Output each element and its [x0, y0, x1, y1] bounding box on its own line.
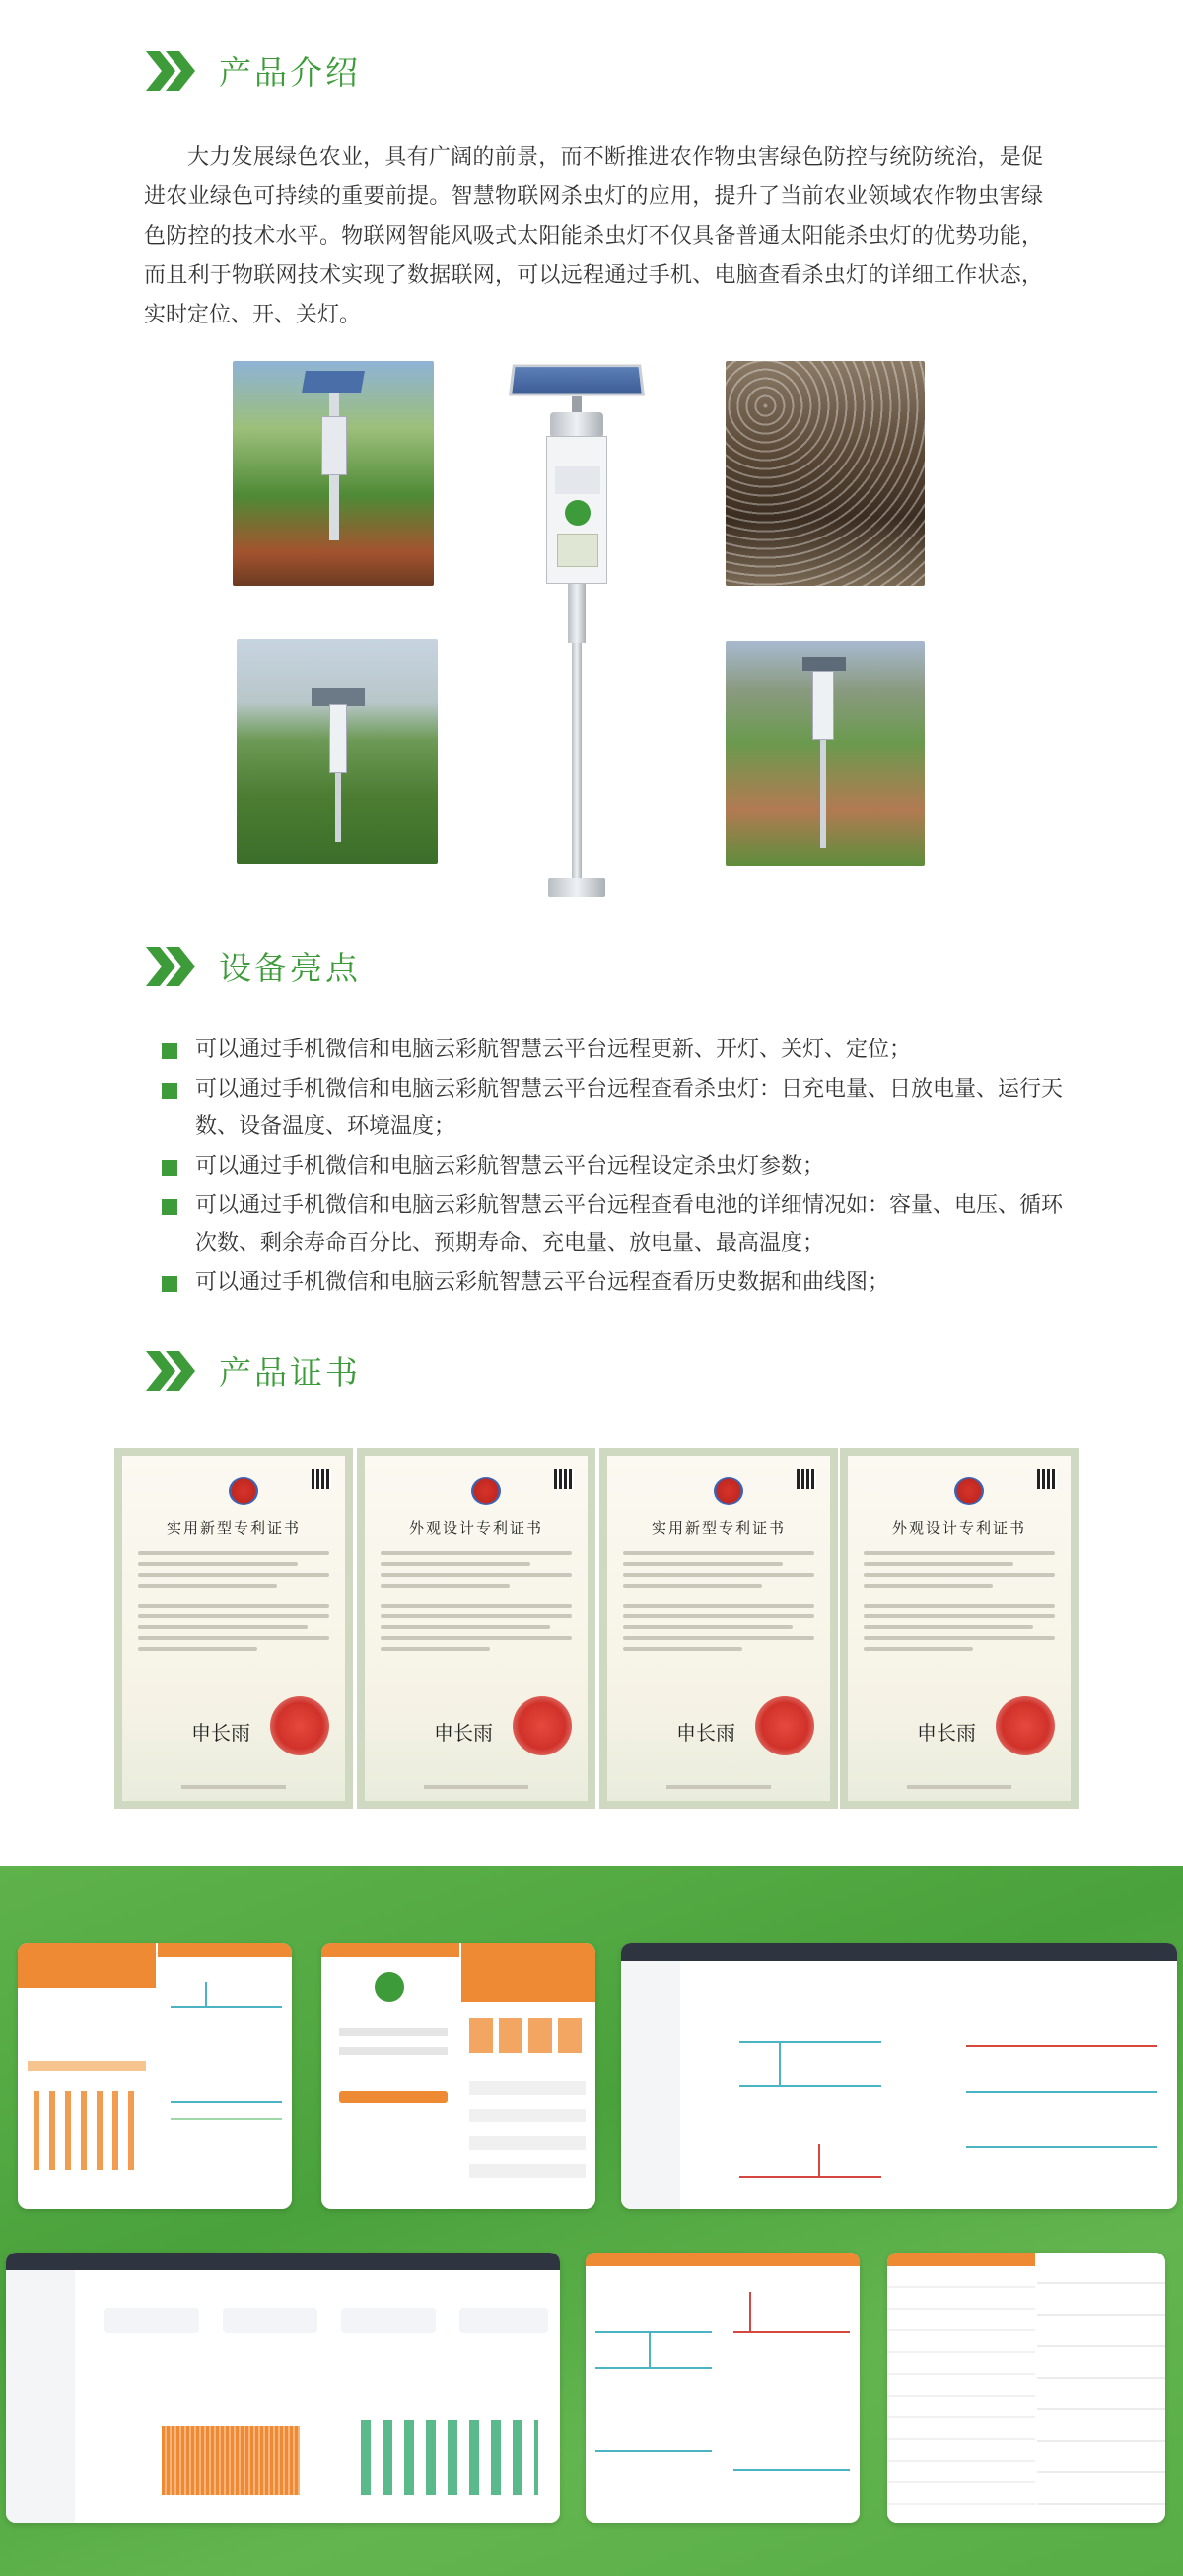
qr-code-icon: [797, 1469, 816, 1489]
web-history-screenshot: [6, 2253, 560, 2523]
patent-emblem-icon: [471, 1477, 501, 1505]
mobile-device-detail-screenshot: [887, 2253, 1165, 2523]
patent-certificate: [599, 1448, 838, 1809]
list-item: 可以通过手机微信和电脑云彩航智慧云平台远程设定杀虫灯参数；: [195, 1148, 1063, 1185]
intro-section-title: [144, 47, 361, 94]
patent-certificate: [114, 1448, 353, 1809]
bullet-square-icon: [162, 1160, 177, 1176]
certificate-title: 外观设计专利证书: [408, 1519, 543, 1537]
mobile-app-screenshot: [18, 1943, 292, 2209]
field-photo-2: [237, 639, 438, 864]
double-chevron-icon: [144, 49, 197, 93]
bullet-square-icon: [162, 1276, 177, 1292]
section-heading: 设备亮点: [219, 949, 361, 987]
field-photo-3: [726, 641, 925, 866]
bullet-square-icon: [162, 1083, 177, 1099]
certificate-title: 实用新型专利证书: [651, 1519, 786, 1537]
official-seal: [513, 1696, 572, 1755]
list-item: 可以通过手机微信和电脑云彩航智慧云平台远程查看杀虫灯：日充电量、日放电量、运行天数、设备温度、环境温度；: [195, 1071, 1063, 1146]
qr-code-icon: [312, 1469, 331, 1489]
insect-killer-lamp-image: [503, 359, 651, 907]
patent-emblem-icon: [954, 1477, 984, 1505]
section-heading: 产品介绍: [219, 53, 361, 92]
qr-code-icon: [554, 1469, 574, 1489]
patent-emblem-icon: [714, 1477, 743, 1505]
official-seal: [270, 1696, 329, 1755]
patent-certificate: [357, 1448, 595, 1809]
certificate-title: 实用新型专利证书: [166, 1519, 301, 1537]
double-chevron-icon: [144, 945, 197, 988]
signature: 申长雨: [191, 1721, 250, 1745]
qr-code-icon: [1037, 1469, 1057, 1489]
field-photo-1: [233, 361, 434, 586]
mobile-login-screenshot: [321, 1943, 595, 2209]
patent-certificate: [840, 1448, 1079, 1809]
cert-section-title: [144, 1347, 361, 1394]
list-item: 可以通过手机微信和电脑云彩航智慧云平台远程更新、开灯、关灯、定位；: [195, 1032, 1063, 1069]
patent-emblem-icon: [229, 1477, 258, 1505]
insect-trap-photo: [726, 361, 925, 586]
signature: 申长雨: [676, 1721, 735, 1745]
web-platform-screenshot: [621, 1943, 1177, 2209]
bullet-square-icon: [162, 1199, 177, 1215]
section-heading: 产品证书: [219, 1353, 361, 1392]
list-item: 可以通过手机微信和电脑云彩航智慧云平台远程查看历史数据和曲线图；: [195, 1264, 1063, 1302]
mobile-curve-screenshot: [586, 2253, 860, 2523]
certificate-title: 外观设计专利证书: [891, 1519, 1026, 1537]
list-item: 可以通过手机微信和电脑云彩航智慧云平台远程查看电池的详细情况如：容量、电压、循环次数、剩余寿命百分比、预期寿命、充电量、放电量、最高温度；: [195, 1187, 1063, 1262]
signature: 申长雨: [917, 1721, 976, 1745]
official-seal: [996, 1696, 1055, 1755]
double-chevron-icon: [144, 1349, 197, 1393]
intro-paragraph: 大力发展绿色农业，具有广阔的前景，而不断推进农作物虫害绿色防控与统防统治，是促进农业绿色可持续的重要前提。智慧物联网杀虫灯的应用，提升了当前农业领域农作物虫害绿色防控的技术水平。物联网智能风吸式太阳能杀虫灯不仅具备普通太阳能杀虫灯的优势功能，而且利于物联网技术实现了数据联网，可以远程通过手机、电脑查看杀虫灯的详细工作状态，实时定位、开、关灯。: [144, 145, 1043, 327]
signature: 申长雨: [434, 1721, 493, 1745]
highlights-section-title: [144, 943, 361, 989]
bullet-square-icon: [162, 1043, 177, 1059]
highlights-list: [195, 1032, 1063, 1304]
official-seal: [755, 1696, 814, 1755]
